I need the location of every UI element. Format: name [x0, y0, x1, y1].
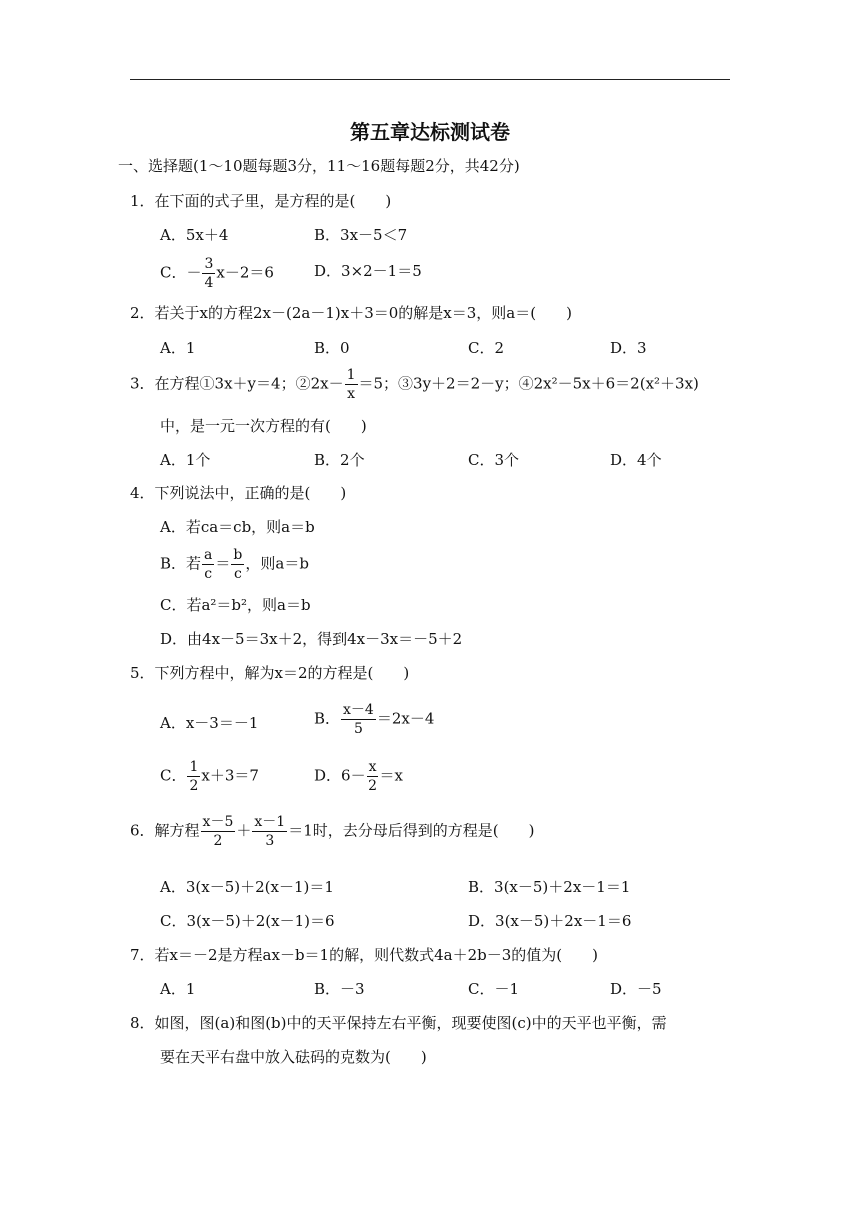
- q2-option-b: B．0: [314, 339, 350, 357]
- q3-stem-line2: 中，是一元一次方程的有( ): [160, 417, 367, 435]
- q6-option-c: C．3(x－5)＋2(x－1)＝6: [160, 912, 335, 930]
- q6-fraction-1: $\frac{x-5}{2}$: [202, 814, 234, 849]
- q4-b-fraction-1: $\frac{a}{c}$: [204, 547, 213, 582]
- q6-option-a: A．3(x－5)＋2(x－1)＝1: [160, 878, 334, 896]
- q4-option-c: C．若a²＝b²，则a＝b: [160, 596, 311, 614]
- q7-option-c: C．－1: [468, 980, 520, 998]
- q7-option-b: B．－3: [314, 980, 365, 998]
- section-heading: 一、选择题(1～10题每题3分，11～16题每题2分，共42分): [118, 157, 520, 175]
- q3-option-a: A．1个: [160, 451, 211, 469]
- header-rule: [130, 79, 730, 80]
- q2-option-a: A．1: [160, 339, 196, 357]
- q4-option-b: B．若 $\frac{a}{c}$ ＝ $\frac{b}{c}$ ，则a＝b: [160, 547, 309, 582]
- q3-option-c: C．3个: [468, 451, 520, 469]
- q5-option-c: C． $\frac{1}{2}$ x＋3＝7: [160, 759, 259, 794]
- q2-option-c: C．2: [468, 339, 505, 357]
- q2-option-d: D．3: [610, 339, 647, 357]
- q4-option-a: A．若ca＝cb，则a＝b: [160, 518, 315, 536]
- q5-d-fraction: $\frac{x}{2}$: [368, 759, 377, 794]
- q7-option-d: D．－5: [610, 980, 662, 998]
- q5-option-d: D．6－ $\frac{x}{2}$ ＝x: [314, 759, 403, 794]
- q1-c-fraction: $\frac{3}{4}$: [204, 256, 214, 291]
- q5-stem: 5．下列方程中，解为x＝2的方程是( ): [130, 664, 410, 682]
- q2-stem: 2．若关于x的方程2x－(2a－1)x＋3＝0的解是x＝3，则a＝( ): [130, 304, 572, 322]
- q6-stem: 6．解方程 $\frac{x-5}{2}$ ＋ $\frac{x-1}{3}$ ＝1时，去分母后得到的方程是( ): [130, 814, 535, 849]
- q4-stem: 4．下列说法中，正确的是( ): [130, 484, 347, 502]
- q7-option-a: A．1: [160, 980, 196, 998]
- q7-stem: 7．若x＝－2是方程ax－b＝1的解，则代数式4a＋2b－3的值为( ): [130, 946, 598, 964]
- q1-option-c: C．－ $\frac{3}{4}$ x－2＝6: [160, 256, 274, 291]
- q8-stem-line1: 8．如图，图(a)和图(b)中的天平保持左右平衡，现要使图(c)中的天平也平衡，需: [130, 1014, 667, 1032]
- q1-option-d: D．3×2－1＝5: [314, 262, 422, 280]
- q3-option-b: B．2个: [314, 451, 365, 469]
- q1-stem: 1．在下面的式子里，是方程的是( ): [130, 192, 392, 210]
- q5-b-fraction: $\frac{x-4}{5}$: [343, 702, 374, 737]
- q4-option-d: D．由4x－5＝3x＋2，得到4x－3x＝－5＋2: [160, 630, 463, 648]
- q5-option-b: B． $\frac{x-4}{5}$ ＝2x－4: [314, 702, 435, 737]
- q1-option-b: B．3x－5＜7: [314, 226, 408, 244]
- q6-option-d: D．3(x－5)＋2x－1＝6: [468, 912, 632, 930]
- q6-fraction-2: $\frac{x-1}{3}$: [254, 814, 286, 849]
- q6-option-b: B．3(x－5)＋2x－1＝1: [468, 878, 631, 896]
- q3-fraction: $\frac{1}{x}$: [346, 367, 356, 402]
- q4-b-fraction-2: $\frac{b}{c}$: [233, 547, 243, 582]
- page-title: 第五章达标测试卷: [350, 120, 510, 144]
- q5-option-a: A．x－3＝－1: [160, 714, 259, 732]
- q1-option-a: A．5x＋4: [160, 226, 229, 244]
- q5-c-fraction: $\frac{1}{2}$: [189, 759, 199, 794]
- q8-stem-line2: 要在天平右盘中放入砝码的克数为( ): [160, 1048, 427, 1066]
- q3-stem: 3．在方程①3x＋y＝4；②2x－ $\frac{1}{x}$ ＝5；③3y＋2＝2－y；④2x²－5x＋6＝2(x²＋3x): [130, 367, 699, 402]
- q3-option-d: D．4个: [610, 451, 662, 469]
